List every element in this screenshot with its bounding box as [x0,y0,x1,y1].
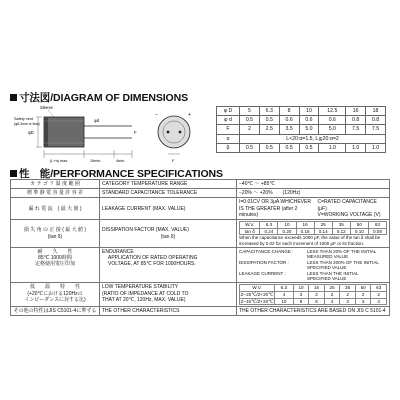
low-temperature-value [237,283,390,307]
capacitor-body [44,117,84,147]
dimension-table [216,106,386,153]
safety-vent-label: Safety vent [14,117,33,121]
table-row: Z−25℃/Z+20℃ 4 3 2 2 2 2 2 [240,292,387,299]
safety-vent-note: (φ6.3mm or less) [14,122,40,126]
table-row: φ D 5 6.3 8 10 12.5 16 18 [217,107,386,116]
table-row: 耐 久 性 85℃ 1000時間 定格使用電圧印加 ENDURANCE APPLICATION OF RATED OPERATING VOLTAGE, AT 85℃ FOR 1000HOURS. CAPACITANCE CHANGE : LESS THAN 20% OF THE INITIAL MEASURED VALUE DISSIPATION FACTOR : LESS THAN 200% OF THE INITIAL SPECIFIED VALUE LEAKAGE CURRENT : LESS THAN THE INITIAL SPECIFIED VALUE [11,248,390,283]
square-bullet-icon [10,170,17,177]
endurance-value: CAPACITANCE CHANGE : LESS THAN 20% OF THE INITIAL MEASURED VALUE DISSIPATION FACTOR : LESS THAN 200% OF THE INITIAL SPECIFIED VALUE LEAKAGE CURRENT : LESS THAN THE INITIAL SPECIFIED VALUE [237,248,390,283]
table-row: W.V. 6.3 10 16 25 35 50 63 [240,222,387,229]
table-row: 損 失 角 の 正 接 ( 最 大 値 ) (tan δ) DISSIPATION FACTOR (MAX. VALUE) (tan δ) W.V. 6.3 10 16 25 35 50 63 tan δ 0.24 0.20 0.16 0.14 0.12 0.10 0.08 When the capacitance exceeds 1000 μF, the value of the tan δ shall be increased by 0.02 for each increment of 1000 μF or its fraction. [11,220,390,248]
dimension-drawing [14,104,210,166]
table-row: β 0.5 0.5 0.5 0.5 1.0 1.0 1.0 [217,143,386,152]
table-row: 低 温 特 性 (+20℃における120Hzの インピーダンスに対する比) LOW TEMPERATURE STABILITY (RATIO OF IMPEDANCE AT COLD TO THAT AT 20℃, 120Hz, MAX. VALUE) W.V. 6.3 10 16 25 35 50 63 Z−25℃/Z+20℃ 4 3 2 2 2 2 2 Z−40℃/Z+20℃ 10 8 6 4 3 3 3 [11,283,390,307]
table-row: tan δ 0.24 0.20 0.16 0.14 0.12 0.10 0.08 [240,228,387,235]
table-row: Z−40℃/Z+20℃ 10 8 6 4 3 3 3 [240,298,387,305]
sleeve-label: Sleeve [40,105,53,110]
plus-mark: + [188,112,191,118]
body-diameter-label: φD [28,130,34,135]
performance-table [10,179,390,316]
length-label: (L+α) max. [50,159,69,163]
leakage-current-value: I=0.01CV OR 3μA WHICHEVER IS THE GREATER (after 2 minutes) C=RATED CAPACITANCE (μF) V=WORKING VOLTAGE (V) [237,198,390,220]
performance-section-title: 性 能/PERFORMANCE SPECIFICATIONS [10,166,223,181]
lead-min-label: 15min. [90,159,102,163]
pitch-label: F [134,130,137,135]
pitch-label-end: F [172,158,175,163]
dissipation-factor-table [239,221,387,235]
dissipation-factor-value: W.V. 6.3 10 16 25 35 50 63 tan δ 0.24 0.20 0.16 0.14 0.12 0.10 0.08 When the capacitance exceeds 1000 μF, the value of the tan δ shall be increased by 0.02 for each increment of 1000 μF or its fraction. [237,220,390,248]
lead-min2-label: 4min. [116,159,126,163]
table-row: その他の特性はJIS C5101-4に準ずる THE OTHER CHARACTERISTICS THE OTHER CHARACTERISTICS ARE BASED ON JIS C 5101-4 [11,307,390,316]
table-row: カ テ ゴ リ 温 度 範 囲 CATEGORY TEMPERATURE RANGE −40℃ 〜 +85℃ [11,180,390,189]
table-row: α L<20:α=1.5, L≧20:α=2 [217,134,386,143]
minus-mark: − [155,112,158,118]
lead-diameter-label: φd [94,118,100,123]
square-bullet-icon [10,94,17,101]
dimensions-section-title: 寸法図/DIAGRAM OF DIMENSIONS [10,90,188,105]
table-row: 漏 れ 電 流 ( 最 大 値 ) LEAKAGE CURRENT (MAX. VALUE) I=0.01CV OR 3μA WHICHEVER IS THE GREATER (after 2 minutes) C=RATED CAPACITANCE (μF) V=WORKING VOLTAGE (V) [11,198,390,220]
table-row: φ d 0.5 0.5 0.6 0.6 0.6 0.8 0.8 [217,116,386,125]
low-temperature-table [239,284,387,305]
table-row: F 2 2.5 3.5 5.0 5.0 7.5 7.5 [217,125,386,134]
table-row: W.V. 6.3 10 16 25 35 50 63 [240,285,387,292]
table-row: 標 準 静 電 容 量 許 容 差 STANDARD CAPACITANCE TOLERANCE −20% 〜 +20% (120Hz) [11,189,390,198]
